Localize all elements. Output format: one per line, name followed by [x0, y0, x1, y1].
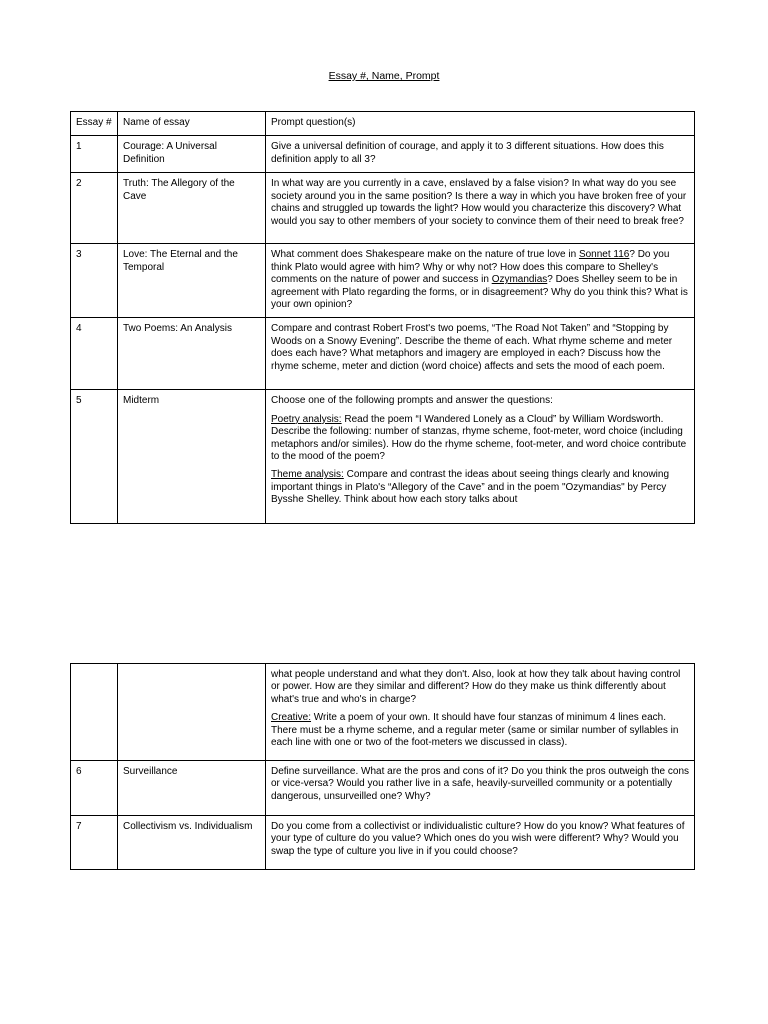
prompt-text: What comment does Shakespeare make on the nature of true love in: [271, 249, 579, 261]
theme-analysis-label: Theme analysis:: [271, 469, 344, 481]
theme-analysis-text: Compare and contrast the ideas about seeing things clearly and knowing important things in Plato's “Allegory of the Cave” and in the poem "Ozymandias" by Percy Bysshe Shelley. Think about how each story talks about: [271, 469, 670, 506]
table-row: [71, 816, 695, 870]
essay-number: 2: [71, 173, 118, 244]
creative-label: Creative:: [271, 712, 312, 724]
essay-name: Courage: A Universal Definition: [118, 136, 266, 173]
essay-table-continued: [70, 663, 695, 870]
table-row: [71, 244, 695, 318]
poetry-analysis-label: Poetry analysis:: [271, 413, 342, 425]
essay-prompt: Give a universal definition of courage, and apply it to 3 different situations. How does this definition apply to all 3?: [266, 136, 695, 173]
table-row: [71, 390, 695, 524]
essay-prompt: Do you come from a collectivist or individualistic culture? How do you know? What features of your type of culture do you value? Which ones do you wish were different? Why? Would you swap the type of culture you live in if you could choose?: [266, 816, 695, 870]
empty-cell: [118, 664, 266, 761]
poetry-analysis-text: Read the poem “I Wandered Lonely as a Cloud” by William Wordsworth. Describe the following: number of stanzas, rhyme scheme, foot-meter, word choice (including metaphors and/or similes). How do the rhyme scheme, foot-meter, and word choice contribute to the mood of the poem?: [271, 413, 687, 463]
essay-prompt: Define surveillance. What are the pros and cons of it? Do you think the pros outweigh the cons or vice-versa? Would you rather live in a safe, heavily-surveilled community or a potentially dangerous, unsurveilled one? Why?: [266, 761, 695, 816]
creative-option: [271, 712, 689, 749]
table-row: [71, 173, 695, 244]
essay-table: [70, 111, 695, 524]
table-row: [71, 761, 695, 816]
table-header-row: [71, 112, 695, 136]
essay-name: Midterm: [118, 390, 266, 524]
empty-cell: [71, 664, 118, 761]
table-row: [71, 136, 695, 173]
essay-number: 4: [71, 318, 118, 390]
theme-analysis-option: [271, 469, 689, 506]
essay-number: 3: [71, 244, 118, 318]
essay-prompt: [266, 390, 695, 524]
header-prompt: Prompt question(s): [266, 112, 695, 136]
essay-name: Truth: The Allegory of the Cave: [118, 173, 266, 244]
sonnet-116-reference: Sonnet 116: [578, 249, 630, 261]
poetry-analysis-option: [271, 414, 689, 464]
essay-prompt: Compare and contrast Robert Frost's two poems, “The Road Not Taken” and “Stopping by Woods on a Snowy Evening”. Describe the theme of each. What rhyme scheme and meter does each have? What metaphors and imagery are employed in each? Discuss how the rhyme scheme, meter and diction (word choice) affects and sets the mood of each poem.: [266, 318, 695, 390]
midterm-intro: Choose one of the following prompts and answer the questions:: [271, 395, 553, 407]
essay-number: 6: [71, 761, 118, 816]
essay-prompt: In what way are you currently in a cave, enslaved by a false vision? In what way do you see society around you in the same position? Is there a way in which you have broken free of your chains and struggled up towards the light? How would you characterize this discovery? What would you say to other members of your society to convince them of their need to break free?: [266, 173, 695, 244]
table-row: [71, 664, 695, 761]
header-essay-name: Name of essay: [118, 112, 266, 136]
essay-prompt: [266, 664, 695, 761]
essay-number: 7: [71, 816, 118, 870]
essay-number: 1: [71, 136, 118, 173]
ozymandias-reference: Ozymandias: [491, 274, 548, 286]
essay-prompt: [266, 244, 695, 318]
essay-name: Two Poems: An Analysis: [118, 318, 266, 390]
header-essay-number: Essay #: [71, 112, 118, 136]
essay-name: Surveillance: [118, 761, 266, 816]
creative-text: Write a poem of your own. It should have four stanzas of minimum 4 lines each. There must be a rhyme scheme, and a regular meter (same or similar number of syllables in each line with one or two of the foot-meters we discussed in class).: [271, 712, 679, 749]
prompt-text: ? Do you think Plato would agree with him? Why or why not? How does this compare to Shelley's comments on the nature of power and success in: [271, 249, 670, 286]
table-row: [71, 318, 695, 390]
document-title: Essay #, Name, Prompt: [328, 70, 440, 82]
prompt-text: ? Does Shelley seem to be in agreement with Plato regarding the forms, or in disagreement? Why do you think this? What is your own opinion?: [271, 274, 688, 311]
theme-analysis-continued: what people understand and what they don't. Also, look at how they talk about having control or power. How are they similar and different? How do they make us think differently about what's true and who's in charge?: [271, 669, 681, 705]
essay-number: 5: [71, 390, 118, 524]
essay-name: Love: The Eternal and the Temporal: [118, 244, 266, 318]
essay-name: Collectivism vs. Individualism: [118, 816, 266, 870]
